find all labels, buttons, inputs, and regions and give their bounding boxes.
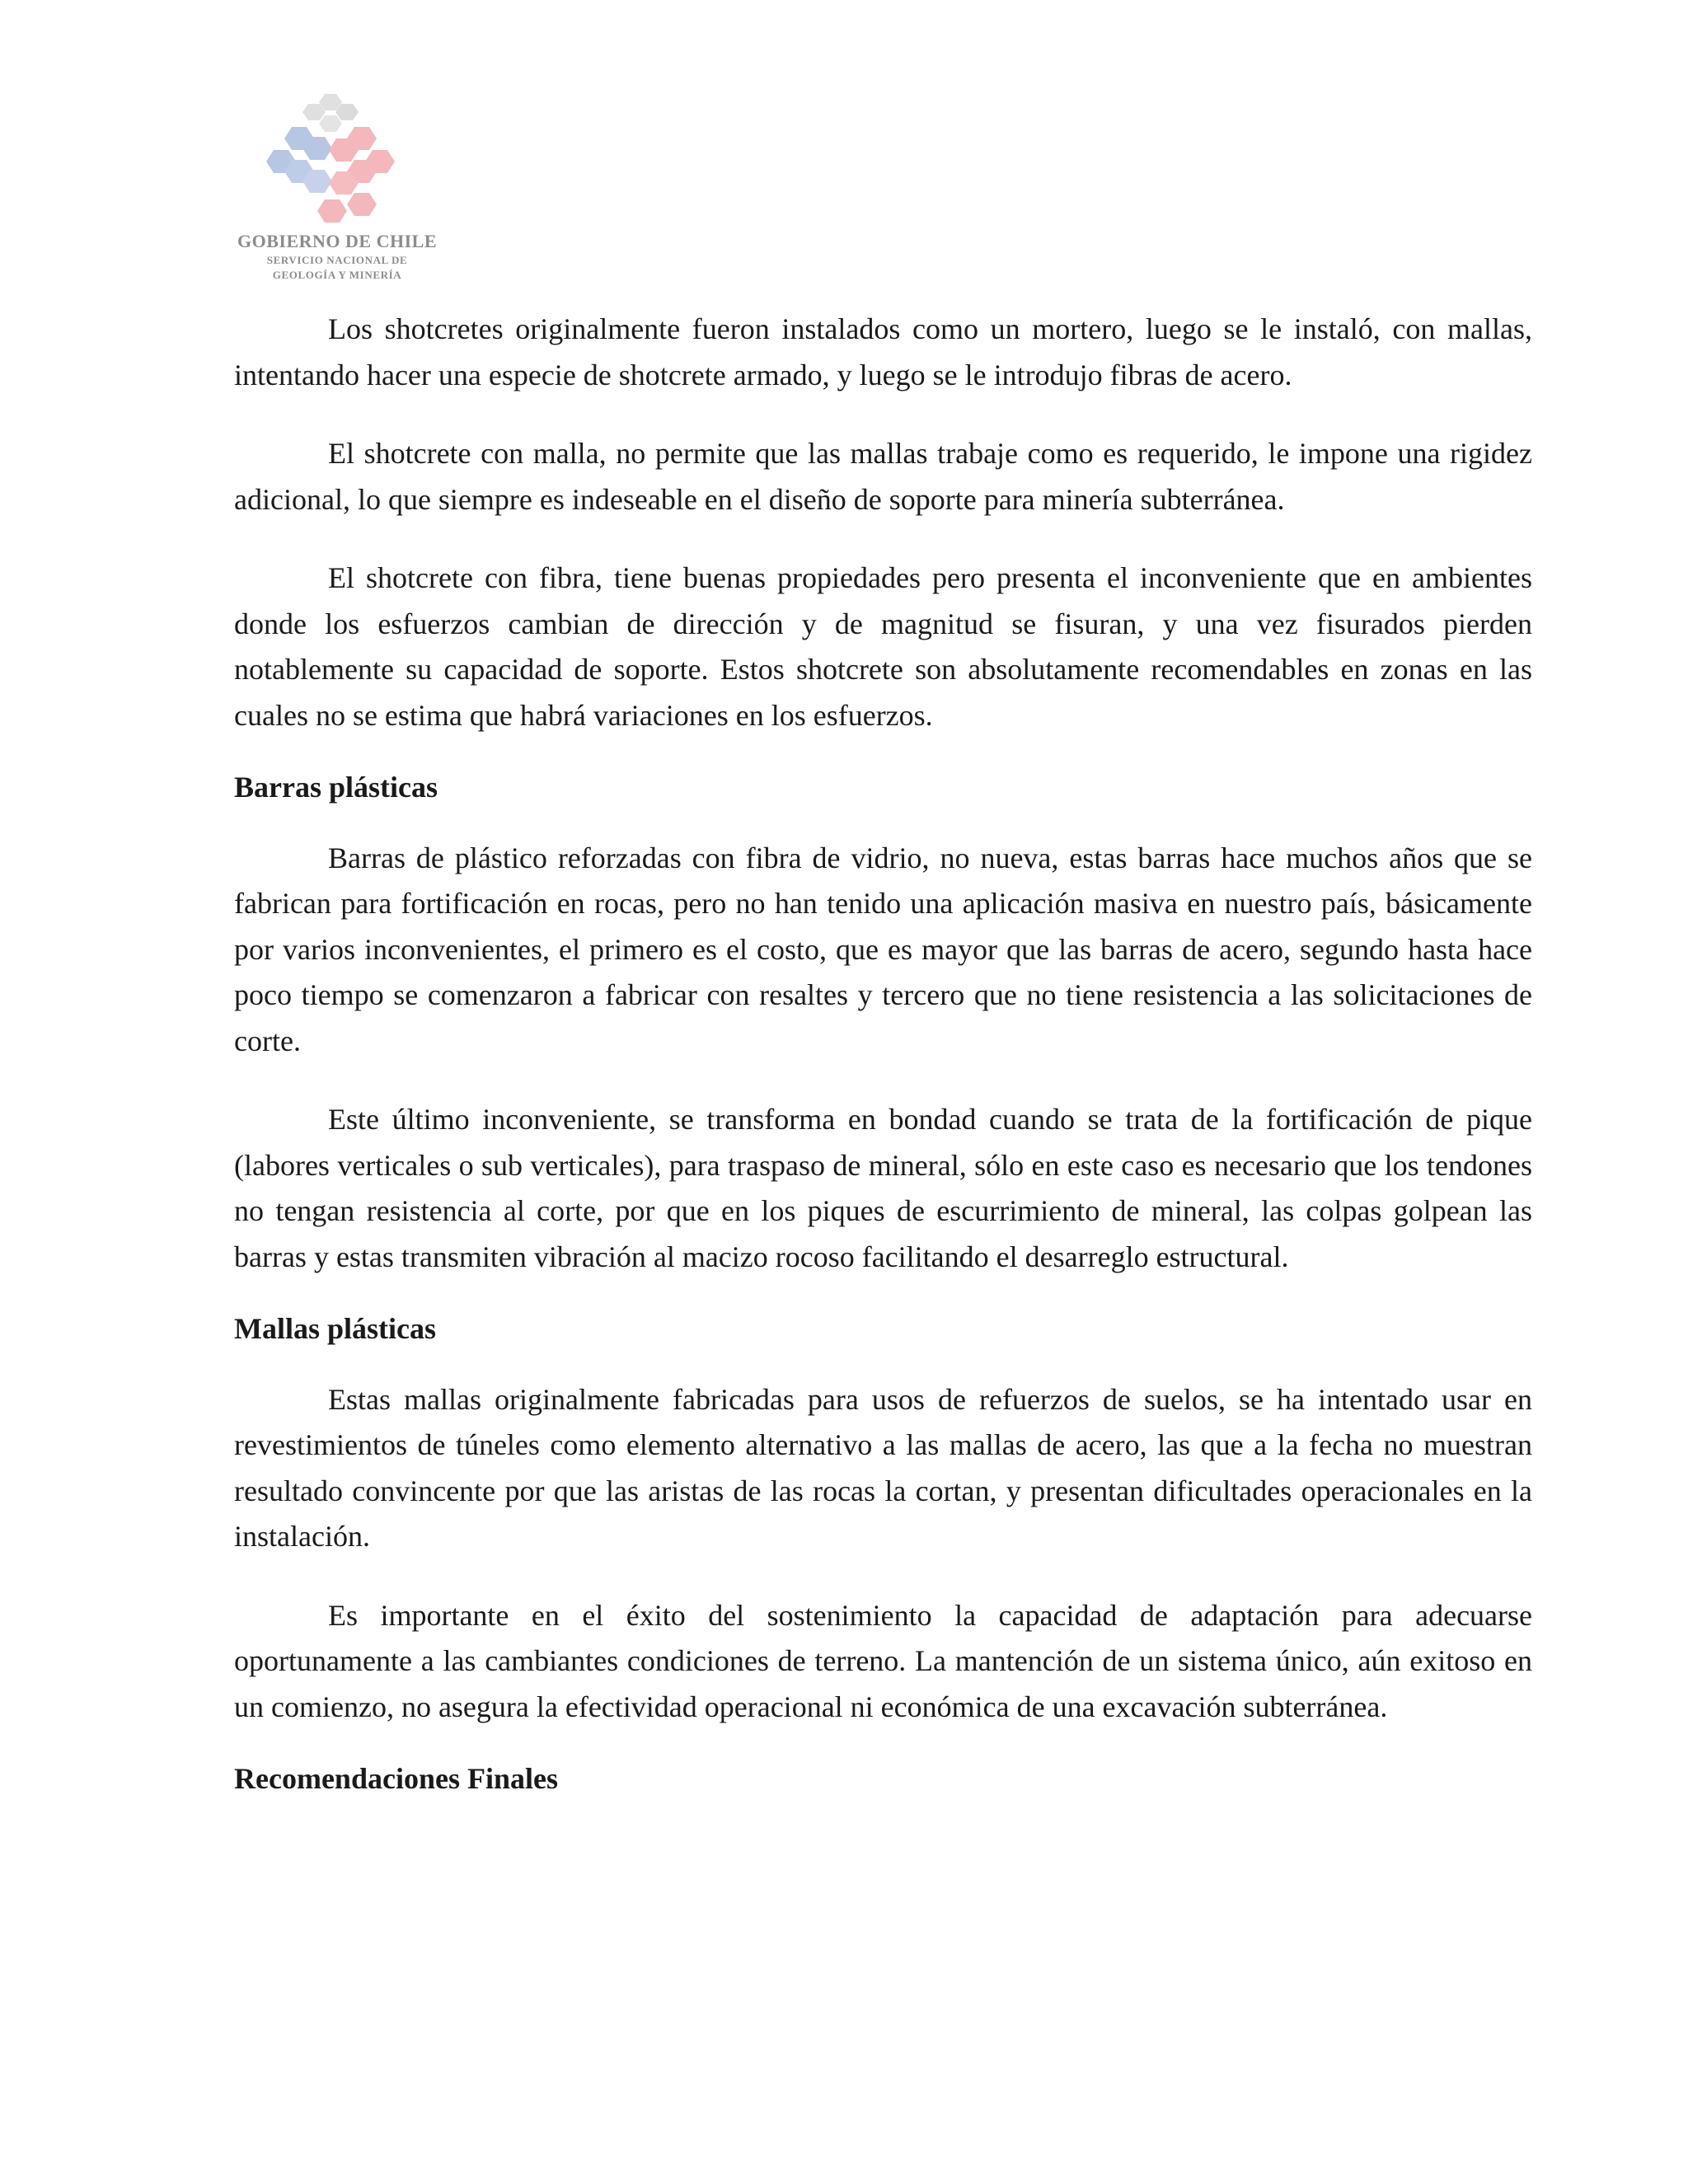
heading-barras-plasticas: Barras plásticas bbox=[234, 771, 438, 804]
heading-recomendaciones-finales: Recomendaciones Finales bbox=[234, 1762, 558, 1795]
logo-subtitle-line2: GEOLOGÍA Y MINERÍA bbox=[272, 269, 402, 281]
paragraph-barras-1: Barras de plástico reforzadas con fibra de vidrio, no nueva, estas barras hace muchos años que se fabrican para fortificación en rocas, pero no han tenido una aplicación masiva en nuestro país, básicamente por varios inconvenientes, el primero es el costo, que es mayor que las barras de acero, segundo hasta hace poco tiempo se comenzaron a fabricar con resaltes y tercero que no tiene resistencia a las solicitaciones de corte. bbox=[234, 841, 1532, 1057]
paragraph-mallas-2: Es importante en el éxito del sostenimiento la capacidad de adaptación para adecuarse oportunamente a las cambiantes condiciones de terreno. La mantención de un sistema único, aún exitoso en un comienzo, no asegura la efectividad operacional ni económica de una excavación subterránea. bbox=[234, 1598, 1532, 1723]
logo-title: GOBIERNO DE CHILE bbox=[237, 231, 437, 251]
paragraph-barras-2: Este último inconveniente, se transforma en bondad cuando se trata de la fortificación de pique (labores verticales o sub verticales), para traspaso de mineral, sólo en este caso es necesario que los tendones no tengan resistencia al corte, por que en los piques de escurrimiento de mineral, las colpas golpean las barras y estas transmiten vibración al macizo rocoso facilitando el desarreglo estructural. bbox=[234, 1103, 1532, 1273]
institution-logo bbox=[234, 91, 440, 288]
logo-subtitle-line1: SERVICIO NACIONAL DE bbox=[266, 254, 408, 266]
paragraph-shotcrete-fibra: El shotcrete con fibra, tiene buenas propiedades pero presenta el inconveniente que en ambientes donde los esfuerzos cambian de dirección y de magnitud se fisuran, y una vez fisurados pierden notablemente su capacidad de soporte. Estos shotcrete son absolutamente recomendables en zonas en las cuales no se estima que habrá variaciones en los esfuerzos. bbox=[234, 561, 1532, 732]
paragraph-shotcrete-origins: Los shotcretes originalmente fueron instalados como un mortero, luego se le instaló, con mallas, intentando hacer una especie de shotcrete armado, y luego se le introdujo fibras de acero. bbox=[234, 312, 1532, 391]
document-body bbox=[234, 307, 1532, 1827]
hexagon-emblem-icon bbox=[264, 91, 408, 231]
paragraph-mallas-1: Estas mallas originalmente fabricadas para usos de refuerzos de suelos, se ha intentado usar en revestimientos de túneles como elemento alternativo a las mallas de acero, las que a la fecha no muestran resultado convincente por que las aristas de las rocas la cortan, y presentan dificultades operacionales en la instalación. bbox=[234, 1382, 1532, 1553]
paragraph-shotcrete-malla: El shotcrete con malla, no permite que las mallas trabaje como es requerido, le impone una rigidez adicional, lo que siempre es indeseable en el diseño de soporte para minería subterránea. bbox=[234, 437, 1532, 516]
heading-mallas-plasticas: Mallas plásticas bbox=[234, 1312, 437, 1345]
